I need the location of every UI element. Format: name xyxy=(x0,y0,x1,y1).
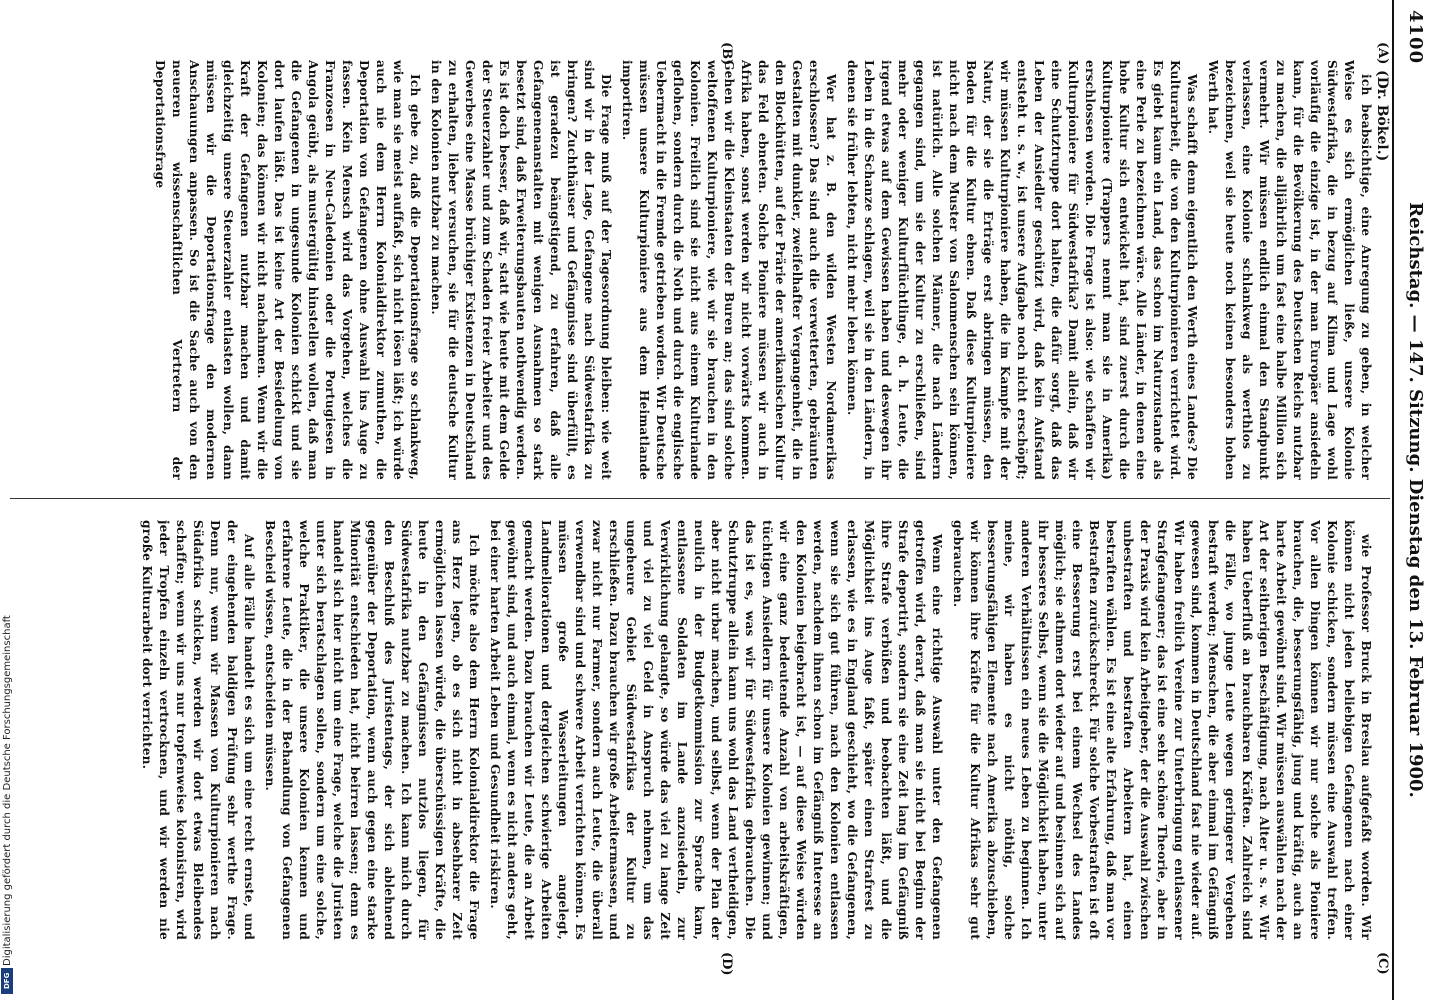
paragraph: ich beabsichtige, eine Anregung zu geben, in welcher Weise es sich ermöglichen ließe, unsere Kolonie Südwestafrika, die in bezug auf Klima und Lage wohl vorläufig die einzige ist, in der man Europäer ansiedeln kann, für die Bevölkerung des Deutschen Reichs nutzbar zu machen, die alljährlich um fast eine halbe Million sich vermehrt. Wir müssen endlich einmal den Standpunkt verlassen, eine Kolonie schlankweg als werthlos zu bezeichnen, weil sie heute noch keinen besonders hohen Werth hat. xyxy=(1206,60,1373,480)
digitization-credit: Digitalisierung gefördert durch die Deutsche Forschungsgemeinschaft xyxy=(2,615,13,966)
speaker-name: (Dr. Bökel.) xyxy=(1374,70,1390,162)
margin-mark-c: (C) xyxy=(1375,952,1390,975)
page-header xyxy=(1392,0,1434,1000)
margin-mark-d: (D) xyxy=(719,952,734,976)
paragraph: Ich gebe zu, daß die Deportationsfrage so schlankweg, wie man sie meist auffaßt, sich nicht lösen läßt; ich würde auch nie dem Herrn Kolonialdirektor zumuthen, die Deportation von Gefangenen ohne Auswahl ins Auge zu fassen. Kein Mensch wird das Vorgehen, welches die Franzosen in Neu-Caledonien oder die Portugiesen in Angola geübt, als mustergültig hinstellen wollen, daß man die Gefangenen in ungesunde Kolonien schickt und sie dort laufen läßt. Das ist keine Art der Besiedelung von Kolonien; das können wir nicht nachahmen. Wenn wir die Kraft der Gefangenen nutzbar machen und damit gleichzeitig unsere Steuerzahler entlasten wollen, dann müssen wir die Deportationsfrage den modernen Anschauungen anpassen. So ist die Sache auch von den neueren wissenschaftlichen Vertretern der Deportationsfrage xyxy=(153,60,422,480)
paragraph: Die Frage muß auf der Tagesordnung bleiben: wie weit sind wir in der Lage, Gefangene nach Südwestafrika zu bringen? Zuchthäuser und Gefängnisse sind überfüllt, es ist geradezu beängstigend, zu erfahren, daß alle Gefangenenanstalten mit wenigen Ausnahmen so stark besetzt sind, daß Erweiterungsbauten nothwendig werden. Es ist doch besser, daß wir, statt wie heute mit dem Gelde der Steuerzahler und zum Schaden freier Arbeiter und des Gewerbes eine Masse brüchiger Existenzen in Deutschland zu erhalten, lieber versuchen, sie für die deutsche Kultur in den Kolonien nutzbar zu machen. xyxy=(429,60,613,480)
dfg-logo: DFG xyxy=(1,968,13,994)
header-rule xyxy=(1392,0,1394,1000)
paragraph: Wenn eine richtige Auswahl unter den Gefangenen getroffen wird, derart, daß man sie nicht bei Beginn der Strafe deportirt, sondern sie eine Zeit lang im Gefängniß ihre Strafe verbüßen und beobachten läßt, und die Möglichkeit ins Auge faßt, später einen Strafrest zu erlassen, wie es in England geschieht, wo die Gefangenen, wenn sie sich gut führen, nach den Kolonien entlassen werden, nachdem ihnen schon im Gefängniß Interesse an den Kolonien beigebracht ist, — auf diese Weise würden wir eine ganz bedeutende Anzahl von arbeitskräftigen, tüchtigen Ansiedlern für unsere Kolonien gewinnen; und das ist es, was wir für Südwestafrika gebrauchen. Die Schutztruppe allein kann uns wohl das Land vertheidigen, aber nicht urbar machen, und selbst, wenn der Plan der neulich in der Budgetkommission zur Sprache kam, entlassene Soldaten im Lande anzusiedeln, zur Verwirklichung gelangte, so würde das viel zu lange Zeit und viel zu viel Geld in Anspruch nehmen, um das ungeheure Gebiet Südwestafrikas der Kultur zu erschließen. Dazu brauchen wir große Arbeitermassen, und zwar nicht nur Farmer, sondern auch Leute, die überall verwendbar sind und schwere Arbeit verrichten können. Es müssen große Wasserleitungen angelegt, Landmeliorationen und dergleichen schwierige Arbeiten gemacht werden. Dazu brauchen wir Leute, die an Arbeit gewöhnt sind, und auch einmal, wenn es nicht anders geht, bei einer harten Arbeit Leben und Gesundheit riskiren. xyxy=(488,520,944,940)
paragraph: wie Professor Bruck in Breslau aufgefaßt worden. Wir können nicht jeden beliebigen Gefangenen nach einer Kolonie schicken, sondern müssen eine Auswahl treffen. Vor allen Dingen können wir nur solche als Pioniere brauchen, die, besserungsfähig, jung und kräftig, auch an harte Arbeit gewöhnt sind. Wir müssen auswählen nach der Art der seitherigen Beschäftigung, nach Alter u. s. w. Wir haben Ueberfluß an brauchbaren Kräften. Zahlreich sind die Fälle, wo junge Leute wegen geringerer Vergehen bestraft werden; Menschen, die aber einmal im Gefängniß gewesen sind, kommen in Deutschland fast nie wieder auf. Wir haben freilich Vereine zur Unterbringung entlassener Strafgefangener; das ist eine sehr schöne Theorie, aber in der Praxis wird kein Arbeitgeber, der die Auswahl zwischen unbestraften und bestraften Arbeitern hat, einen bestraften wählen. Es ist eine alte Erfahrung, daß man vor Bestraften zurückschreckt. Für solche Vorbestraften ist oft eine Besserung erst bei einem Wechsel des Landes möglich; sie athmen dort wieder auf und besinnen sich auf ihr besseres Selbst, wenn sie die Möglichkeit haben, unter anderen Verhältnissen ein neues Leben zu beginnen. Ich meine, wir haben es nicht nöthig, solche besserungsfähigen Elemente nach Amerika abzuschieben, wir können ihre Kräfte für die Kultur Afrikas sehr gut gebrauchen. xyxy=(951,520,1373,940)
page-number: 4100 xyxy=(1405,10,1426,65)
paragraph: Was schafft denn eigentlich den Werth eines Landes? Die Kulturarbeit, die von den Kulturpionieren verrichtet wird. Es giebt kaum ein Land, das schon im Naturzustande als eine Perle zu bezeichnen wäre. Alle Länder, in denen eine hohe Kultur sich entwickelt hat, sind zuerst durch die Kulturpioniere (Trappers nennt man sie in Amerika) erschlossen worden. Die Frage ist also: wie schaffen wir Kulturpioniere für Südwestafrika? Damit allein, daß wir eine Schutztruppe dort halten, die dafür sorgt, daß das Leben der Ansiedler geschützt wird, daß kein Aufstand entsteht u. s. w., ist unsere Aufgabe noch nicht erschöpft; wir müssen Kulturpioniere haben, die im Kampfe mit der Natur, der sie die Erträge erst abringen müssen, den Boden für die Kultur ebnen. Daß diese Kulturpioniere nicht nach dem Muster von Salonmenschen sein können, ist natürlich. Alle solchen Männer, die nach Ländern gegangen sind, um sie der Kultur zu erschließen, sind mehr oder weniger Kulturflüchtlinge, d. h. Leute, die irgend etwas auf dem Gewissen haben und deswegen ihr Leben in die Schanze schlagen, weil sie in den Ländern, in denen sie früher lebten, nicht mehr leben können. xyxy=(845,60,1199,480)
paragraph: Wer hat z. B. den wilden Westen Nordamerikas erschlossen? Das sind auch die verwetterten, gebräunten Gestalten mit dunkler, zweifelhafter Vergangenheit, die in den Blockhütten, auf der Prärie der amerikanischen Kultur das Feld ebneten. Solche Pioniere müssen wir auch in Afrika haben, sonst werden wir nicht vorwärts kommen. Gehen wir die Kleinstaaten der Buren an; das sind solche weltoffenen Kulturpioniere, wie wir sie brauchen in den Kolonien. Freilich sind sie nicht aus einem Kulturlande geflohen, sondern durch die Noth und durch die englische Uebermacht in die Fremde getrieben worden. Wir Deutsche müssen unsere Kulturpioniere aus dem Heimatlande importiren. xyxy=(620,60,838,480)
column-divider xyxy=(10,498,1390,499)
margin-mark-a: (A) xyxy=(1375,42,1390,65)
left-column xyxy=(14,60,1374,480)
paragraph: Ich möchte also dem Herrn Kolonialdirektor die Frage ans Herz legen, ob es sich nicht in absehbarer Zeit ermöglichen lassen würde, die überschüssigen Kräfte, die heute in den Gefängnissen nutzlos liegen, für Südwestafrika nutzbar zu machen. Ich kann mich durch den Beschluß des Juristentags, der sich ablehnend gegenüber der Deportation, wenn auch gegen eine starke Minorität entschieden hat, nicht beirren lassen; denn es handelt sich hier nicht um eine Frage, welche die Juristen unter sich beratschlagen sollen, sondern um eine solche, welche Praktiker, die unsere Kolonien kennen und erfahrene Leute, die in der Behandlung von Gefangenen Bescheid wissen, entscheiden müssen. xyxy=(263,520,481,940)
right-column xyxy=(14,520,1374,940)
margin-mark-b: (B) xyxy=(719,42,734,66)
page-title: Reichstag. — 147. Sitzung. Dienstag den 13. Februar 1900. xyxy=(1405,202,1426,798)
paragraph: Auf alle Fälle handelt es sich um eine recht ernste, und der eingehenden baldigen Prüfung sehr werthe Frage. Denn nur, wenn wir Massen von Kulturpionieren nach Südafrika schicken, werden wir dort etwas Bleibendes schaffen; wenn wir uns nur tropfenweise kolonisiren, wird jeder Tropfen einzeln vertrocknen, und wir werden nie große Kulturarbeit dort verrichten. xyxy=(140,520,256,940)
